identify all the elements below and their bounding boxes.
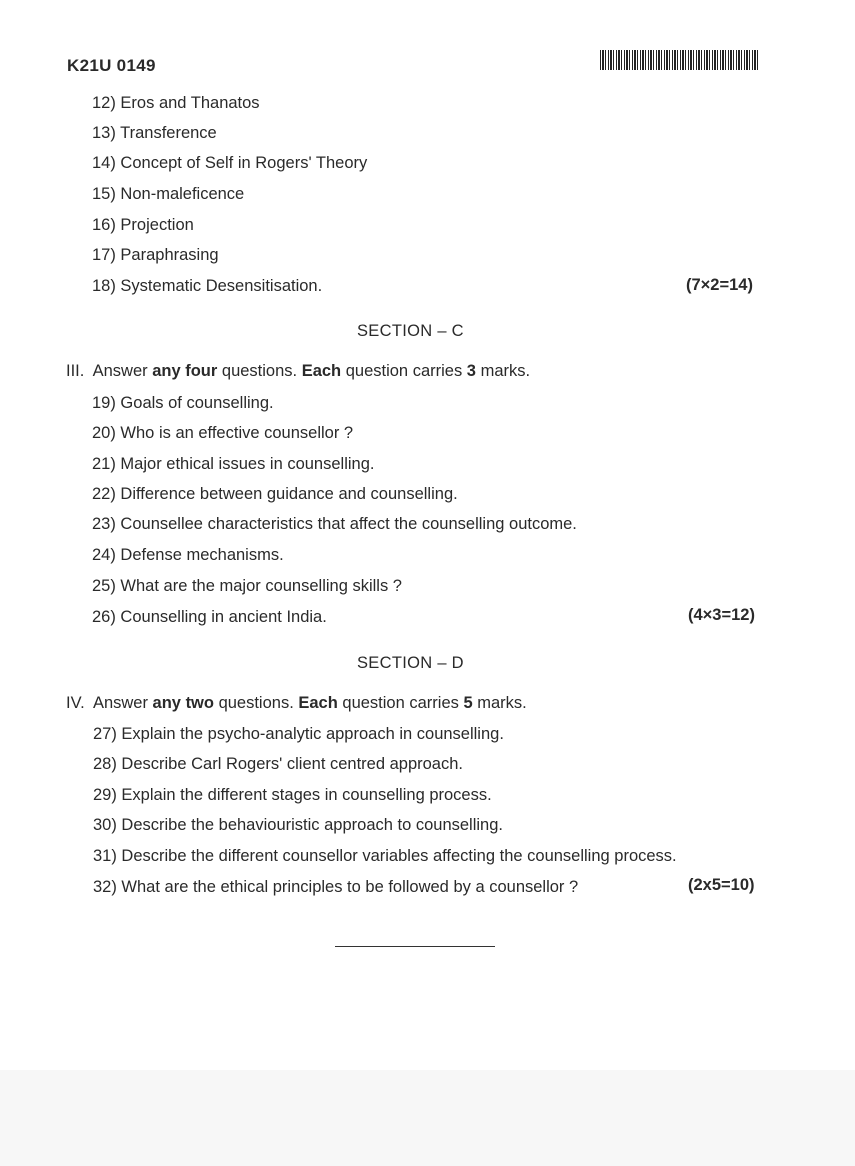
section-d-instructions — [66, 694, 527, 713]
instr-emphasis: any two — [152, 694, 214, 712]
roman-numeral: IV. — [66, 694, 85, 712]
instr-emphasis: any four — [152, 362, 218, 380]
question-30: 30) Describe the behaviouristic approach to counselling. — [93, 816, 503, 834]
end-rule — [335, 946, 495, 947]
question-27: 27) Explain the psycho-analytic approach in counselling. — [93, 725, 504, 743]
instr-text: Answer — [92, 362, 153, 380]
question-15: 15) Non-maleficence — [92, 185, 245, 203]
question-16: 16) Projection — [92, 216, 194, 234]
instr-emphasis: 3 — [466, 362, 476, 380]
question-12: 12) Eros and Thanatos — [92, 94, 260, 112]
instr-text: question carries — [337, 694, 464, 712]
section-d-heading: SECTION – D — [357, 654, 464, 672]
question-31: 31) Describe the different counsellor variables affecting the counselling process. — [93, 847, 677, 865]
question-29: 29) Explain the different stages in counselling process. — [93, 786, 492, 804]
section-c-heading: SECTION – C — [357, 322, 464, 340]
instr-emphasis: 5 — [463, 694, 473, 712]
paper-code: K21U 0149 — [67, 56, 156, 75]
question-13: 13) Transference — [92, 124, 217, 142]
question-32: 32) What are the ethical principles to be followed by a counsellor ? — [93, 878, 579, 896]
scan-margin — [0, 1070, 855, 1166]
instr-text: marks. — [472, 694, 527, 712]
question-18: 18) Systematic Desensitisation. — [92, 277, 323, 295]
section-b-marks: (7×2=14) — [686, 276, 753, 294]
instr-text: questions. — [213, 694, 299, 712]
barcode-image — [600, 50, 758, 70]
instr-emphasis: Each — [298, 694, 338, 712]
question-23: 23) Counsellee characteristics that affect the counselling outcome. — [92, 515, 577, 533]
question-20: 20) Who is an effective counsellor ? — [92, 424, 354, 442]
question-17: 17) Paraphrasing — [92, 246, 219, 264]
instr-emphasis: Each — [301, 362, 342, 380]
roman-numeral: III. — [66, 362, 85, 380]
question-19: 19) Goals of counselling. — [92, 394, 274, 412]
section-c-instructions — [66, 362, 530, 381]
question-25: 25) What are the major counselling skills ? — [92, 577, 402, 595]
section-c-marks: (4×3=12) — [688, 606, 755, 624]
section-d-marks: (2x5=10) — [688, 876, 755, 894]
instr-text: Answer — [92, 694, 153, 712]
instr-text: question carries — [341, 362, 467, 380]
question-28: 28) Describe Carl Rogers' client centred approach. — [93, 755, 463, 773]
instr-text: marks. — [475, 362, 531, 380]
instr-text: questions. — [217, 362, 302, 380]
question-14: 14) Concept of Self in Rogers' Theory — [92, 154, 368, 172]
question-24: 24) Defense mechanisms. — [92, 546, 284, 564]
question-22: 22) Difference between guidance and counselling. — [92, 485, 458, 503]
question-26: 26) Counselling in ancient India. — [92, 608, 327, 626]
question-21: 21) Major ethical issues in counselling. — [92, 455, 375, 473]
